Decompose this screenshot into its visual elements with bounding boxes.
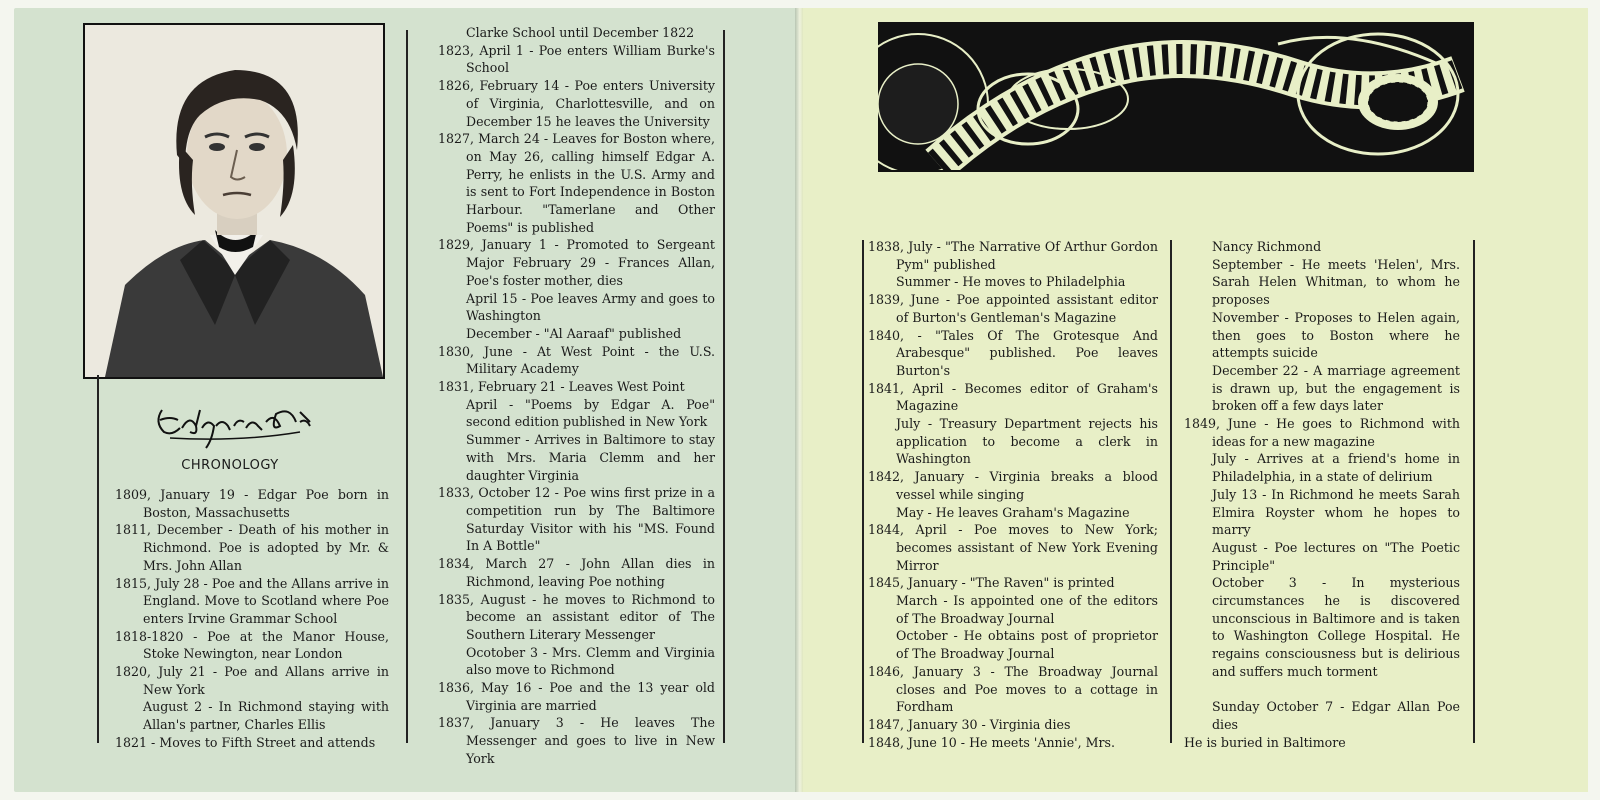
chronology-entry: 1809, January 19 - Edgar Poe born in Boston, Massachusetts: [115, 487, 389, 520]
chronology-entry-continuation: Nancy Richmond: [1212, 239, 1322, 254]
chronology-column-3: [868, 238, 1158, 751]
chronology-entry-continuation: July 13 - In Richmond he meets Sarah Elmira Royster whom he hopes to marry: [1212, 486, 1460, 538]
frame-rule-left: [97, 375, 99, 743]
chronology-entry-continuation: August - Poe lectures on "The Poetic Principle": [1212, 539, 1460, 573]
poe-signature: [150, 392, 330, 462]
chronology-entry-continuation: July - Arrives at a friend's home in Philadelphia, in a state of delirium: [1212, 451, 1460, 485]
chronology-column-4: [1184, 238, 1460, 751]
chronology-entry-continuation: Sunday October 7 - Edgar Allan Poe dies: [1212, 699, 1460, 732]
chronology-entry: 1823, April 1 - Poe enters William Burke's School: [438, 42, 715, 76]
chronology-entry: 1844, April - Poe moves to New York; becomes assistant of New York Evening Mirror: [868, 522, 1158, 573]
chronology-entry-continuation: Summer - He moves to Philadelphia: [896, 274, 1126, 290]
chronology-entry-continuation: May - He leaves Graham's Magazine: [896, 504, 1130, 520]
chronology-entry-continuation: October 3 - In mysterious circumstances he is discovered unconscious in Baltimore and is taken to Washington College Hospital. He regains consciousness but is delirious and suffers much torment: [1212, 575, 1460, 679]
frame-rule-center: [406, 30, 408, 743]
right-frame-rule-left: [862, 240, 864, 743]
chronology-entry-continuation: September - He meets 'Helen', Mrs. Sarah Helen Whitman, to whom he proposes: [1212, 256, 1460, 308]
chronology-entry: 1837, January 3 - He leaves The Messenger and goes to live in New York: [438, 715, 715, 766]
chronology-column-1: [115, 486, 389, 752]
chronology-entry: 1833, October 12 - Poe wins first prize in a competition run by The Baltimore Saturday Visitor with his "MS. Found In A Bottle": [438, 485, 715, 554]
chronology-entry-continuation: Clarke School until December 1822: [466, 25, 695, 40]
chronology-entry: 1830, June - At West Point - the U.S. Military Academy: [438, 343, 715, 377]
chronology-entry: 1821 - Moves to Fifth Street and attends: [115, 734, 376, 750]
chronology-entry: 1848, June 10 - He meets 'Annie', Mrs.: [868, 734, 1115, 750]
chronology-entry: 1841, April - Becomes editor of Graham's Magazine: [868, 380, 1158, 414]
chronology-entry: 1829, January 1 - Promoted to Sergeant Major February 29 - Frances Allan, Poe's foster mother, dies: [438, 237, 715, 288]
decorative-banner-illustration: [878, 22, 1474, 172]
chronology-entry: 1849, June - He goes to Richmond with ideas for a new magazine: [1184, 416, 1460, 449]
chronology-entry: 1838, July - "The Narrative Of Arthur Gordon Pym" published: [868, 239, 1158, 272]
chronology-entry-continuation: April 15 - Poe leaves Army and goes to Washington: [466, 290, 715, 324]
chronology-entry: 1845, January - "The Raven" is printed: [868, 575, 1115, 591]
chronology-entry: 1846, January 3 - The Broadway Journal closes and Poe moves to a cottage in Fordham: [868, 663, 1158, 715]
chronology-entry-continuation: He is buried in Baltimore: [1184, 734, 1346, 750]
chronology-column-2: [438, 24, 715, 768]
chronology-entry-continuation: March - Is appointed one of the editors of The Broadway Journal: [896, 593, 1158, 626]
chronology-entry: 1815, July 28 - Poe and the Allans arrive in England. Move to Scotland where Poe enters Irvine Grammar School: [115, 575, 389, 626]
chronology-title: CHRONOLOGY: [181, 458, 279, 473]
chronology-entry-continuation: July - Treasury Department rejects his application to become a clerk in Washington: [896, 416, 1158, 467]
chronology-entry: 1831, February 21 - Leaves West Point: [438, 379, 685, 395]
chronology-entry-continuation: Summer - Arrives in Baltimore to stay with Mrs. Maria Clemm and her daughter Virginia: [466, 432, 715, 483]
chronology-entry: 1834, March 27 - John Allan dies in Richmond, leaving Poe nothing: [438, 556, 715, 589]
banner-artwork: [878, 24, 1474, 170]
chronology-entry-continuation: April - "Poems by Edgar A. Poe" second edition published in New York: [466, 396, 715, 430]
chronology-entry: 1840, - "Tales Of The Grotesque And Arabesque" published. Poe leaves Burton's: [868, 327, 1158, 378]
chronology-entry: 1847, January 30 - Virginia dies: [868, 716, 1071, 732]
chronology-entry: 1820, July 21 - Poe and Allans arrive in New York: [115, 664, 389, 697]
chronology-entry-continuation: August 2 - In Richmond staying with Allan's partner, Charles Ellis: [143, 699, 389, 733]
booklet-spine: [795, 8, 803, 792]
chronology-entry: 1839, June - Poe appointed assistant editor of Burton's Gentleman's Magazine: [868, 292, 1158, 325]
poe-portrait-engraving: [83, 23, 385, 379]
right-frame-rule-center: [1170, 240, 1172, 743]
portrait-illustration: [85, 25, 383, 377]
chronology-entry-continuation: December 22 - A marriage agreement is drawn up, but the engagement is broken off a few days later: [1212, 362, 1460, 414]
signature-drawing: [150, 392, 330, 462]
chronology-entry: 1827, March 24 - Leaves for Boston where, on May 26, calling himself Edgar A. Perry, he enlists in the U.S. Army and is sent to Fort Independence in Boston Harbour. "Tamerlane and Other Poems" is published: [438, 131, 715, 235]
chronology-entry-continuation: [1184, 681, 1460, 699]
chronology-entry: 1818-1820 - Poe at the Manor House, Stoke Newington, near London: [115, 628, 389, 662]
chronology-entry-continuation: December - "Al Aaraaf" published: [466, 325, 682, 341]
chronology-entry-continuation: November - Proposes to Helen again, then goes to Boston where he attempts suicide: [1212, 309, 1460, 361]
chronology-entry: 1835, August - he moves to Richmond to become an assistant editor of The Southern Literary Messenger: [438, 591, 715, 642]
chronology-entry-continuation: Ocotober 3 - Mrs. Clemm and Virginia also move to Richmond: [466, 644, 715, 678]
chronology-entry: 1811, December - Death of his mother in Richmond. Poe is adopted by Mr. & Mrs. John Allan: [115, 522, 389, 573]
right-frame-rule-right: [1473, 240, 1475, 743]
chronology-entry: 1826, February 14 - Poe enters University of Virginia, Charlottesville, and on December 15 he leaves the University: [438, 78, 715, 129]
chronology-entry: 1842, January - Virginia breaks a blood vessel while singing: [868, 469, 1158, 502]
chronology-entry-continuation: October - He obtains post of proprietor of The Broadway Journal: [896, 628, 1158, 662]
chronology-entry: 1836, May 16 - Poe and the 13 year old Virginia are married: [438, 680, 715, 713]
frame-rule-right: [723, 30, 725, 743]
